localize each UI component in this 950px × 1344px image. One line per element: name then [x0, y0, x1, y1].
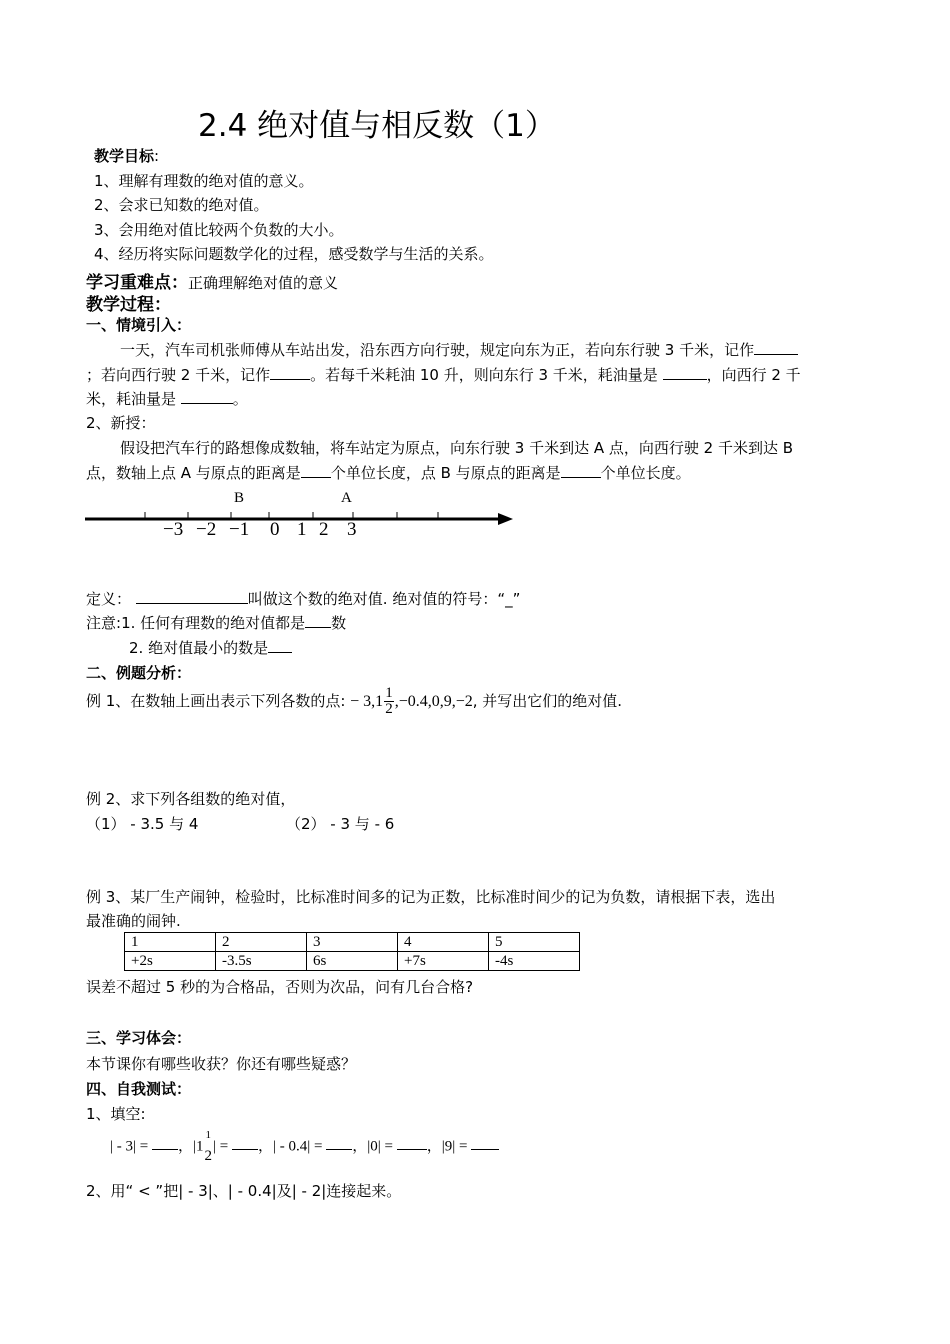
separator: ， — [426, 1138, 442, 1155]
abs-expr-2b: | = — [213, 1138, 229, 1155]
example-1-fraction — [384, 686, 394, 717]
page-title: 2.4 绝对值与相反数（1） — [198, 108, 556, 144]
goal-item-4: 4、经历将实际问题数学化的过程，感受数学与生活的关系。 — [94, 245, 494, 263]
self-test-q2: 2、用“ < ”把| - 3|、| - 0.4|及| - 2|连接起来。 — [86, 1182, 402, 1200]
clock-error-table — [124, 932, 580, 971]
goal-item-2: 2、会求已知数的绝对值。 — [94, 196, 269, 214]
blank-distance-b[interactable] — [561, 462, 601, 478]
new-lesson-text-2a: 点，数轴上点 A 与原点的距离是 — [86, 464, 301, 482]
examples-heading: 二、例题分析： — [86, 664, 192, 682]
goal-item-3: 3、会用绝对值比较两个负数的大小。 — [94, 221, 344, 239]
axis-arrow — [498, 513, 513, 525]
blank-fuel-east[interactable] — [663, 364, 707, 380]
fraction-denominator: 2 — [385, 701, 393, 717]
intro-heading: 一、情境引入： — [86, 316, 192, 334]
new-lesson-text-2c: 个单位长度。 — [600, 464, 691, 482]
intro-text-2a: ；若向西行驶 2 千米，记作 — [86, 366, 271, 384]
blank-definition[interactable] — [136, 588, 248, 604]
process-heading: 教学过程： — [86, 295, 171, 315]
point-b-label: B — [234, 490, 245, 506]
goal-item-1: 1、理解有理数的绝对值的意义。 — [94, 172, 314, 190]
blank-fuel-west[interactable] — [181, 388, 233, 404]
notes-label: 注意: — [86, 614, 122, 632]
fraction-numerator: 1 — [205, 1129, 211, 1141]
example-2-title: 例 2、求下列各组数的绝对值， — [86, 790, 296, 808]
key-points-text: 正确理解绝对值的意义 — [188, 274, 339, 292]
blank-min-abs[interactable] — [268, 637, 292, 653]
tick-label: −2 — [196, 519, 217, 540]
example-2-item-1: （1） - 3.5 与 4 — [86, 815, 199, 833]
intro-line-1 — [120, 339, 798, 360]
abs-expr-4: |0| = — [367, 1138, 393, 1155]
abs-expr-5: |9| = — [441, 1138, 468, 1155]
definition-label: 定义： — [86, 590, 132, 608]
table-cell: 2 — [216, 933, 307, 952]
goals-heading-colon: : — [154, 147, 160, 165]
new-lesson-text-2b: 个单位长度，点 B 与原点的距离是 — [330, 464, 561, 482]
tick-label: −1 — [229, 519, 250, 540]
table-cell: 5 — [489, 933, 580, 952]
reflection-text: 本节课你有哪些收获？你还有哪些疑惑？ — [86, 1055, 357, 1073]
table-cell: +7s — [398, 952, 489, 971]
example-3-question: 误差不超过 5 秒的为合格品，否则为次品，问有几台合格? — [86, 978, 474, 996]
intro-line-3 — [86, 388, 248, 409]
notes-item-1a: 1. 任何有理数的绝对值都是 — [121, 614, 306, 632]
number-line — [85, 485, 525, 545]
new-lesson-line-1: 假设把汽车行的路想像成数轴，将车站定为原点，向东行驶 3 千米到达 A 点，向西行驶 2 千米到达 B — [120, 439, 794, 457]
table-cell: 1 — [125, 933, 216, 952]
blank-nonnegative[interactable] — [305, 612, 331, 628]
table-row — [125, 933, 580, 952]
blank-distance-a[interactable] — [301, 462, 331, 478]
blank-abs-4[interactable] — [397, 1134, 427, 1150]
intro-text-3a: 米，耗油量是 — [86, 390, 177, 408]
blank-east-3km[interactable] — [754, 339, 798, 355]
abs-expr-3: | - 0.4| = — [272, 1138, 323, 1155]
key-points-label: 学习重难点： — [86, 273, 188, 293]
intro-text-3b: 。 — [232, 390, 248, 408]
intro-line-2 — [86, 364, 801, 385]
tick-label: 1 — [297, 519, 307, 540]
abs-expr-2-fraction — [205, 1130, 213, 1164]
separator: ， — [177, 1138, 193, 1155]
table-row — [125, 952, 580, 971]
fraction-denominator: 2 — [204, 1148, 212, 1164]
intro-text-2b: 。若每千米耗油 10 升，则向东行 3 千米，耗油量是 — [310, 366, 658, 384]
separator: ， — [257, 1138, 273, 1155]
notes-line-2 — [129, 637, 292, 658]
notes-line-1 — [86, 612, 346, 633]
blank-abs-3[interactable] — [326, 1134, 352, 1150]
example-1-suffix: , 并写出它们的绝对值. — [472, 692, 623, 710]
table-cell: -3.5s — [216, 952, 307, 971]
new-lesson-heading: 2、新授： — [86, 414, 156, 432]
blank-west-2km[interactable] — [270, 364, 310, 380]
self-test-q1: 1、填空: — [86, 1105, 146, 1123]
notes-item-2: 2. 绝对值最小的数是 — [129, 639, 269, 657]
self-test-abs-row — [110, 1130, 499, 1164]
table-cell: -4s — [489, 952, 580, 971]
abs-expr-1: | - 3| = — [110, 1138, 149, 1155]
intro-text-2c: ，向西行 2 千 — [706, 366, 801, 384]
tick-label: 2 — [319, 519, 329, 540]
example-1-prefix: 例 1、在数轴上画出表示下列各数的点: — [86, 692, 346, 710]
example-1-nums-b: ,−0.4,0,9,−2 — [394, 693, 473, 710]
self-test-heading: 四、自我测试： — [86, 1080, 192, 1098]
fraction-numerator: 1 — [385, 685, 393, 701]
example-2-item-2: （2） - 3 与 - 6 — [286, 815, 395, 833]
example-3-line-2: 最准确的闹钟. — [86, 912, 181, 930]
new-lesson-line-2 — [86, 462, 691, 483]
table-cell: 4 — [398, 933, 489, 952]
blank-abs-5[interactable] — [471, 1134, 499, 1150]
notes-item-1b: 数 — [331, 614, 347, 632]
example-1 — [86, 686, 622, 717]
tick-label: 0 — [270, 519, 280, 540]
reflection-heading: 三、学习体会： — [86, 1029, 192, 1047]
goals-heading — [94, 145, 159, 166]
definition-line — [86, 588, 520, 609]
example-3-line-1: 例 3、某厂生产闹钟，检验时，比标准时间多的记为正数，比标准时间少的记为负数，请根据下表，选出 — [86, 888, 776, 906]
goals-heading-label: 教学目标 — [94, 147, 155, 165]
blank-abs-2[interactable] — [232, 1134, 258, 1150]
intro-text-1: 一天，汽车司机张师傅从车站出发，沿东西方向行驶，规定向东为正，若向东行驶 3 千米，记作 — [120, 341, 755, 359]
table-cell: +2s — [125, 952, 216, 971]
table-cell: 6s — [307, 952, 398, 971]
abs-expr-2a: |1 — [192, 1138, 204, 1155]
point-a-label: A — [341, 490, 352, 506]
tick-label: 3 — [347, 519, 357, 540]
table-cell: 3 — [307, 933, 398, 952]
example-1-nums-a: − 3,1 — [350, 693, 384, 710]
separator: ， — [352, 1138, 368, 1155]
tick-label: −3 — [163, 519, 184, 540]
definition-text: 叫做这个数的绝对值. 绝对值的符号：“_” — [247, 590, 521, 608]
blank-abs-1[interactable] — [152, 1134, 178, 1150]
